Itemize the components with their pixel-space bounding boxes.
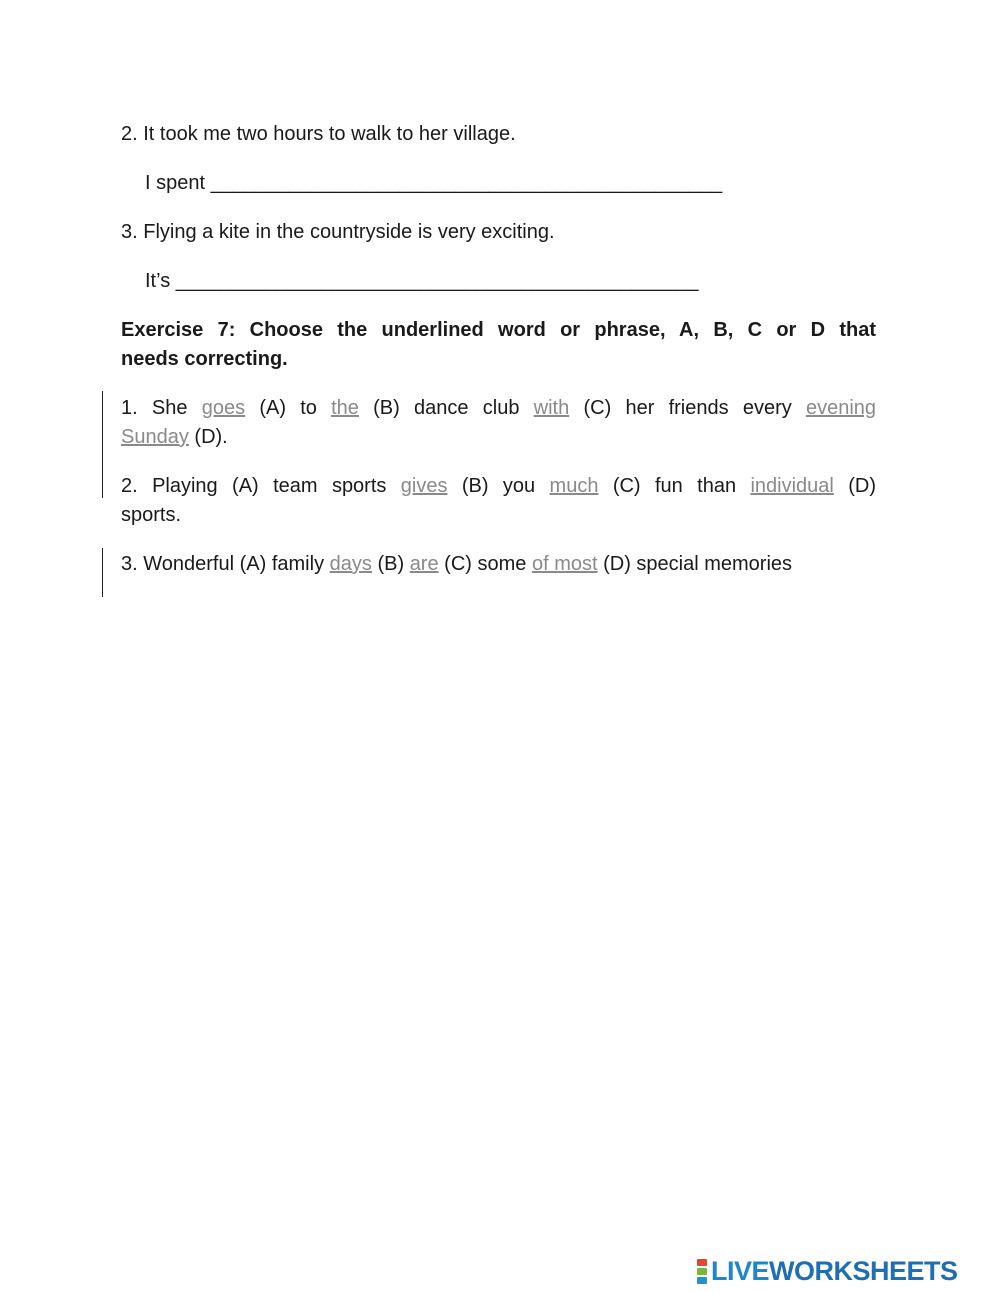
word: you — [502, 475, 536, 497]
option-c-underlined[interactable]: much — [549, 475, 599, 497]
liveworksheets-logo — [697, 1254, 958, 1288]
question-3-number: 3. — [121, 553, 138, 575]
word: sports — [331, 475, 387, 497]
item-3-rewrite-start: It’s — [145, 270, 171, 292]
margin-change-bar-1 — [102, 391, 103, 498]
option-a-label: (A) — [259, 397, 286, 419]
item-3-rewrite-line — [145, 266, 699, 296]
item-3-answer-blank[interactable]: _______________________________________________ — [175, 270, 699, 292]
item-2-sentence: 2. It took me two hours to walk to her village. — [121, 123, 516, 145]
option-d-underlined[interactable]: Sunday — [121, 426, 189, 448]
logo-block-green — [697, 1268, 707, 1275]
option-d-underlined[interactable]: individual — [750, 475, 834, 497]
logo-text-live: LIVE — [711, 1255, 770, 1286]
option-c-label: (C) — [612, 475, 641, 497]
option-a-label: (A) — [239, 553, 267, 575]
option-c-label: (C) — [444, 553, 472, 575]
logo-text-worksheets: WORKSHEETS — [769, 1255, 958, 1286]
option-d-label: (D). — [194, 426, 228, 448]
word: than — [697, 475, 737, 497]
logo-block-red — [697, 1259, 707, 1266]
word: family — [271, 553, 325, 575]
word: fun — [654, 475, 683, 497]
option-d-label: (D) — [603, 553, 631, 575]
option-c-label: (C) — [583, 397, 612, 419]
option-a-word[interactable]: Playing — [152, 475, 218, 497]
word: friends — [668, 397, 729, 419]
question-1-line-1 — [121, 393, 876, 423]
word: team — [273, 475, 318, 497]
option-d-underlined[interactable]: of most — [531, 553, 598, 575]
item-3-sentence: 3. Flying a kite in the countryside is very exciting. — [121, 221, 555, 243]
word: some — [477, 553, 527, 575]
exercise-7-heading-line-2: needs correcting. — [121, 348, 288, 370]
word: dance — [414, 397, 469, 419]
question-1-number: 1. — [121, 397, 138, 419]
option-b-underlined[interactable]: gives — [400, 475, 448, 497]
question-3-line-1 — [121, 549, 792, 579]
option-a-word[interactable]: Wonderful — [143, 553, 235, 575]
word: She — [151, 397, 188, 419]
option-b-underlined[interactable]: the — [331, 397, 359, 419]
option-d-underlined[interactable]: evening — [805, 397, 877, 419]
option-b-label: (B) — [461, 475, 489, 497]
option-c-underlined[interactable]: are — [409, 553, 439, 575]
item-2-rewrite-start: I spent — [145, 172, 206, 194]
item-2-rewrite-line — [145, 168, 722, 198]
option-b-label: (B) — [373, 397, 400, 419]
word: every — [742, 397, 792, 419]
word: to — [300, 397, 317, 419]
word: her — [625, 397, 655, 419]
option-a-label: (A) — [232, 475, 259, 497]
sentence-end: special memories — [636, 553, 793, 575]
logo-block-blue — [697, 1277, 707, 1284]
margin-change-bar-2 — [102, 548, 103, 597]
option-d-label: (D) — [848, 475, 876, 497]
question-1-line-2 — [121, 422, 228, 452]
logo-blocks-icon — [697, 1259, 707, 1284]
item-2-answer-blank[interactable]: ______________________________________________ — [210, 172, 723, 194]
question-2-number: 2. — [121, 475, 138, 497]
option-b-label: (B) — [377, 553, 405, 575]
word: club — [482, 397, 520, 419]
option-b-underlined[interactable]: days — [329, 553, 372, 575]
option-a-underlined[interactable]: goes — [201, 397, 246, 419]
question-2-line-1 — [121, 471, 876, 501]
option-c-underlined[interactable]: with — [533, 397, 570, 419]
exercise-7-heading-line-1: Exercise 7: Choose the underlined word or phrase, A, B, C or D that — [121, 319, 876, 341]
question-2-line-2: sports. — [121, 504, 182, 526]
